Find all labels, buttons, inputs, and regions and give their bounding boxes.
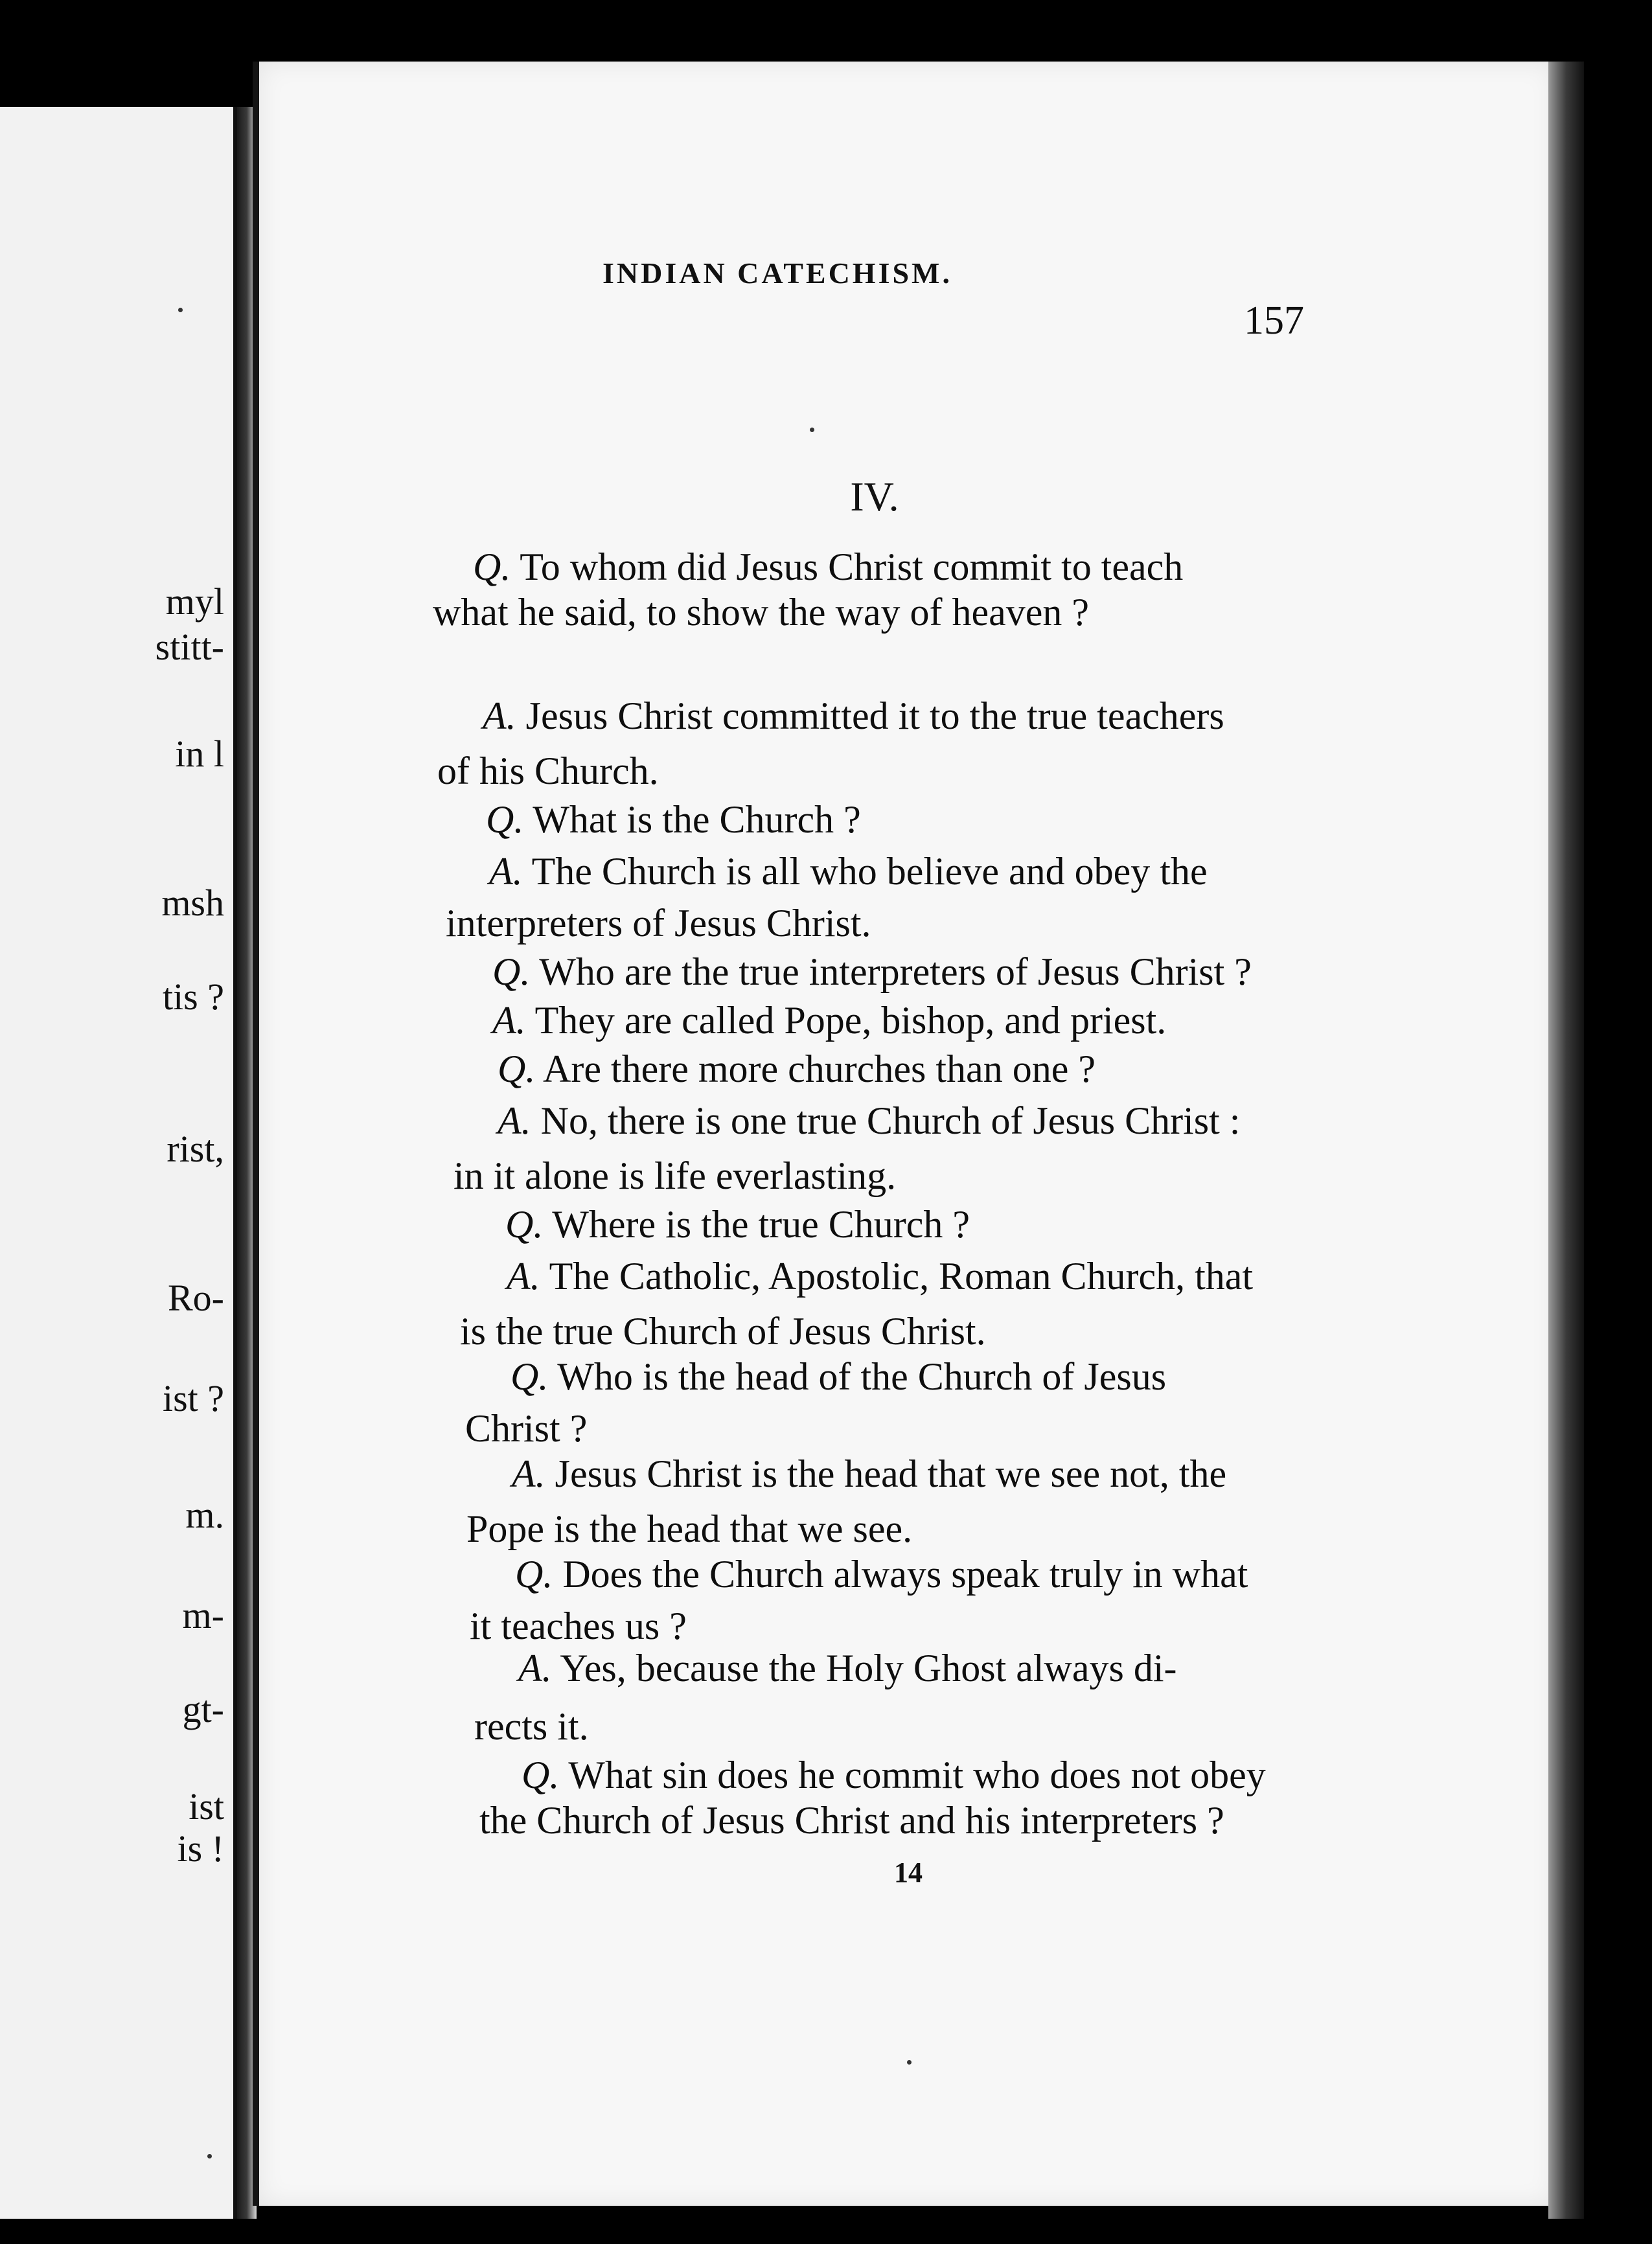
text-line <box>505 1205 970 1244</box>
line-text: The Catholic, Apostolic, Roman Church, that <box>540 1255 1254 1298</box>
line-marker: Q. <box>492 950 531 993</box>
text-line <box>518 1649 1177 1688</box>
text-line <box>498 1101 1240 1140</box>
line-marker: A. <box>507 1255 540 1298</box>
line-text: No, there is one true Church of Jesus Christ : <box>531 1099 1241 1142</box>
left-page-fragment: rist, <box>166 1128 224 1170</box>
text-line <box>474 1707 589 1746</box>
text-line <box>498 1049 1096 1088</box>
text-line <box>507 1257 1253 1296</box>
line-text: Are there more churches than one ? <box>535 1048 1096 1090</box>
running-head: INDIAN CATECHISM. <box>602 257 952 290</box>
line-marker: A. <box>483 694 516 737</box>
line-marker: Q. <box>515 1553 553 1596</box>
text-line <box>489 852 1208 891</box>
line-text: Yes, because the Holy Ghost always di- <box>551 1647 1177 1689</box>
left-page-fragment: gt- <box>182 1688 224 1730</box>
line-text: Pope is the head that we see. <box>466 1507 913 1550</box>
line-marker: Q. <box>505 1203 544 1246</box>
text-line <box>473 547 1183 586</box>
line-marker: A. <box>512 1452 545 1495</box>
text-line <box>453 1156 896 1195</box>
line-text: Jesus Christ is the head that we see not, the <box>545 1452 1227 1495</box>
text-line <box>437 751 659 790</box>
line-text: Where is the true Church ? <box>543 1203 970 1246</box>
line-text: Who are the true interpreters of Jesus Christ ? <box>530 950 1252 993</box>
text-line <box>511 1357 1166 1396</box>
line-text: Christ ? <box>465 1407 588 1450</box>
line-text: of his Church. <box>437 750 659 792</box>
line-marker: Q. <box>511 1355 549 1398</box>
text-line <box>492 1001 1166 1040</box>
text-line <box>433 593 1089 632</box>
line-text: Jesus Christ committed it to the true teachers <box>516 694 1224 737</box>
left-page-fragment: Ro- <box>168 1277 224 1319</box>
left-page-fragment: stitt- <box>155 626 224 668</box>
left-page-fragment: ist ? <box>162 1377 224 1419</box>
line-text: Who is the head of the Church of Jesus <box>548 1355 1167 1398</box>
text-line <box>515 1555 1248 1594</box>
left-page-fragment: is ! <box>177 1827 224 1870</box>
section-number: IV. <box>850 474 899 520</box>
line-marker: Q. <box>473 545 511 588</box>
text-line <box>466 1509 912 1548</box>
line-marker: A. <box>489 850 523 893</box>
scan-speck <box>178 308 183 312</box>
line-marker: A. <box>492 999 526 1042</box>
line-text: is the true Church of Jesus Christ. <box>460 1310 986 1353</box>
text-line <box>479 1801 1224 1840</box>
text-line <box>486 800 861 839</box>
line-text: what he said, to show the way of heaven ? <box>433 591 1090 634</box>
signature-mark: 14 <box>894 1857 923 1888</box>
text-line <box>470 1607 687 1645</box>
text-line <box>483 696 1224 735</box>
line-marker: Q. <box>486 798 524 841</box>
left-page-fragment: ist <box>189 1785 224 1827</box>
left-page-fragment: msh <box>161 882 224 924</box>
line-text: it teaches us ? <box>470 1605 687 1647</box>
left-page-fragment: myl <box>165 580 224 623</box>
line-text: What sin does he commit who does not obey <box>559 1754 1266 1796</box>
text-line <box>460 1312 986 1351</box>
line-text: the Church of Jesus Christ and his interpreters ? <box>479 1799 1224 1842</box>
line-text: What is the Church ? <box>523 798 861 841</box>
line-text: Does the Church always speak truly in what <box>553 1553 1248 1596</box>
line-text: The Church is all who believe and obey the <box>522 850 1208 893</box>
left-facing-page <box>0 107 237 2219</box>
scan-speck <box>810 428 814 432</box>
line-text: They are called Pope, bishop, and priest. <box>525 999 1167 1042</box>
line-marker: A. <box>518 1647 552 1689</box>
line-marker: A. <box>498 1099 531 1142</box>
left-page-fragment: m. <box>185 1494 224 1536</box>
line-text: in it alone is life everlasting. <box>453 1154 897 1197</box>
line-text: To whom did Jesus Christ commit to teach <box>511 545 1184 588</box>
page-edge-shadow <box>1548 62 1584 2219</box>
text-line <box>446 904 871 943</box>
scan-speck <box>907 2060 912 2065</box>
text-line <box>512 1454 1226 1493</box>
line-text: rects it. <box>474 1705 589 1748</box>
scan-speck <box>207 2154 212 2158</box>
line-text: interpreters of Jesus Christ. <box>446 902 871 945</box>
line-marker: Q. <box>498 1048 536 1090</box>
text-line <box>522 1756 1266 1794</box>
left-page-fragment: m- <box>182 1594 224 1636</box>
left-page-fragment: tis ? <box>162 976 224 1018</box>
page-number: 157 <box>1244 299 1304 343</box>
text-line <box>465 1409 587 1448</box>
text-line <box>492 952 1252 991</box>
line-marker: Q. <box>522 1754 560 1796</box>
left-page-fragment: in l <box>175 733 224 775</box>
